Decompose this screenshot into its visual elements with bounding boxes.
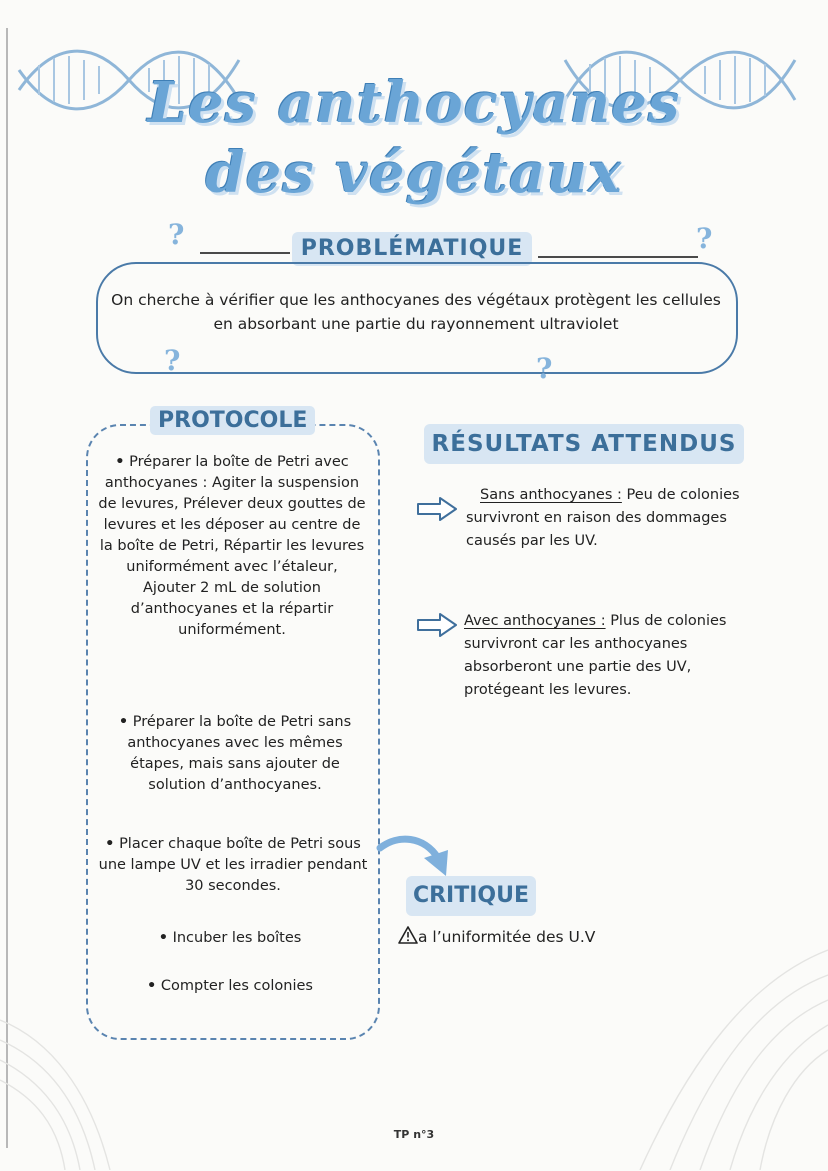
question-mark-icon: ?: [536, 352, 553, 385]
critique-heading: CRITIQUE: [406, 876, 536, 916]
problematique-line-2: en absorbant une partie du rayonnement ultraviolet: [213, 315, 619, 333]
resultat-text: Plus de colonies survivront car les anthocyanes absorberont une partie des UV, protégeant les levures.: [464, 613, 727, 698]
page-title-line-1: Les anthocyanes: [147, 70, 681, 136]
bullet: •: [147, 978, 157, 994]
resultat-heading: Avec anthocyanes :: [464, 613, 606, 629]
protocole-step-text: Incuber les boîtes: [172, 930, 302, 946]
protocole-step-text: Placer chaque boîte de Petri sous une lampe UV et les irradier pendant 30 secondes.: [98, 836, 368, 894]
protocole-step-text: Compter les colonies: [160, 978, 313, 994]
bullet: •: [118, 714, 129, 730]
question-mark-icon: ?: [164, 344, 181, 377]
protocole-step: [104, 712, 366, 796]
protocole-heading: [150, 404, 308, 438]
bullet: •: [115, 454, 125, 470]
divider: [200, 252, 290, 254]
critique-text: a l’uniformitée des U.V: [418, 928, 596, 946]
decorative-swirl-icon: [0, 980, 170, 1170]
bullet: •: [105, 836, 115, 852]
question-mark-icon: ?: [168, 218, 185, 251]
problematique-heading: PROBLÉMATIQUE: [292, 232, 532, 266]
page-title-line-2: des végétaux: [205, 140, 623, 206]
question-mark-icon: ?: [696, 222, 713, 255]
bullet: •: [158, 930, 168, 946]
footer-page-label: TP n°3: [393, 1128, 435, 1141]
protocole-step-text: Préparer la boîte de Petri avec anthocyanes : Agiter la suspension de levures, Prélever deux gouttes de levures et les déposer au centre de la boîte de Petri, Répartir les levures uniformément avec l’étaleur, Ajouter 2 mL de solution d’anthocyanes et la répartir uniformément.: [98, 454, 366, 638]
problematique-line-1: On cherche à vérifier que les anthocyanes des végétaux protègent les cellules: [111, 291, 721, 309]
protocole-step: [96, 834, 370, 897]
warning-icon: [398, 926, 418, 944]
protocole-step: [100, 928, 360, 949]
resultat-heading: Sans anthocyanes :: [480, 487, 622, 503]
divider: [538, 256, 698, 258]
arrow-right-icon: [416, 496, 458, 522]
curved-arrow-icon: [376, 832, 456, 882]
problematique-text: [96, 288, 736, 336]
resultat-text: Peu de colonies survivront en raison des dommages causés par les UV.: [466, 487, 740, 549]
protocole-step-text: Préparer la boîte de Petri sans anthocyanes avec les mêmes étapes, mais sans ajouter de solution d’anthocyanes.: [127, 714, 352, 793]
protocole-step: [98, 452, 366, 641]
resultat-item: [464, 610, 746, 702]
critique-line: [398, 926, 595, 946]
protocole-heading-text: PROTOCOLE: [150, 406, 315, 435]
resultat-item: [466, 484, 742, 553]
arrow-right-icon: [416, 612, 458, 638]
resultats-heading: RÉSULTATS ATTENDUS: [424, 424, 744, 464]
